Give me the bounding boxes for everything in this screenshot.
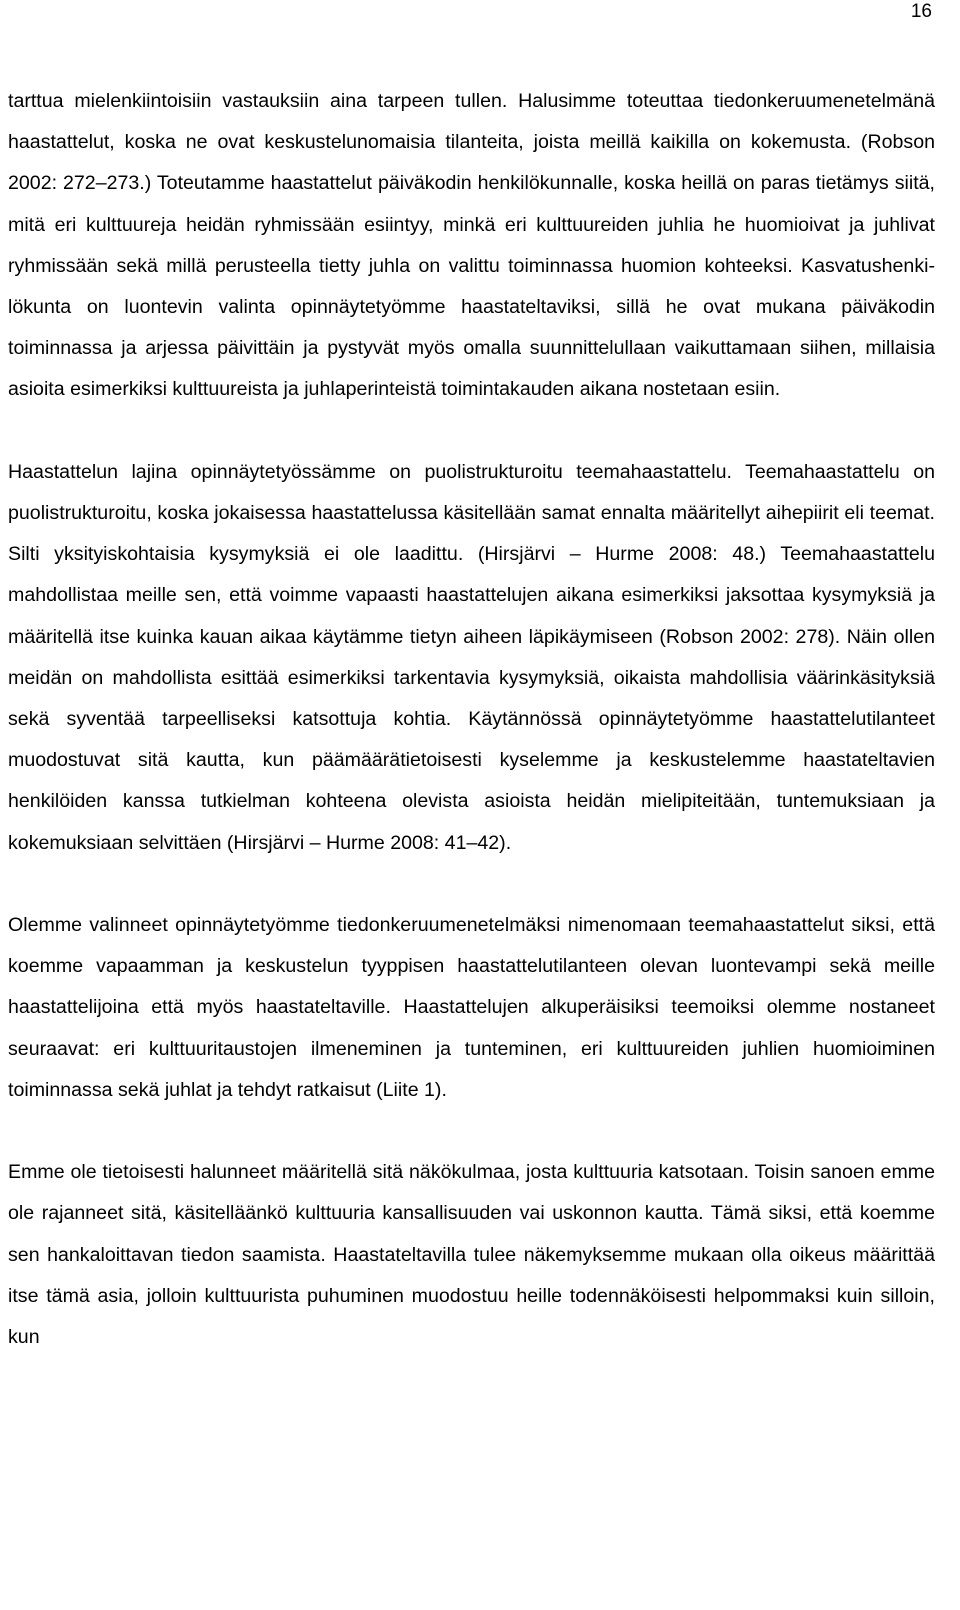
document-body <box>8 81 935 1358</box>
paragraph-theme-interview: Haastattelun lajina opinnäytetyössämme on puolistrukturoitu teemahaastattelu. Teemahaastattelu on puolistrukturoitu, koska jokaisessa haastattelussa käsitellään samat ennalta määritellyt aihepiirit eli teemat. Silti yksityiskohtaisia kysymyksiä ei ole laadittu. (Hirsjärvi – Hurme 2008: 48.) Teemahaastattelu mahdollistaa meille sen, että voimme vapaasti haastattelujen aikana esimerkiksi jaksottaa kysymyksiä ja määritellä itse kuinka kauan aikaa käytämme tietyn aiheen läpikäymiseen (Robson 2002: 278). Näin ollen meidän on mahdollista esittää esimerkiksi tarkentavia kysymyksiä, oikaista mahdollisia väärinkäsityksiä sekä syventää tarpeelliseksi katsottuja kohtia. Käytännössä opinnäytetyömme haastattelutilanteet muodostuvat sitä kautta, kun päämäärätietoisesti kyselemme ja keskustelemme haastateltavien henkilöiden kanssa tutkielman kohteena olevista asioista heidän mielipiteitään, tuntemuksiaan ja kokemuksiaan selvittäen (Hirsjärvi – Hurme 2008: 41–42). <box>8 460 935 854</box>
paragraph-interview-method: tarttua mielenkiintoisiin vastauksiin aina tarpeen tullen. Halusimme toteuttaa tiedonkeruumenetelmänä haastattelut, koska ne ovat keskustelunomaisia tilanteita, joista meillä kaikilla on kokemusta. (Robson 2002: 272–273.) Toteutamme haastattelut päiväkodin henkilökunnalle, koska heillä on paras tietämys siitä, mitä eri kulttuureja heidän ryhmissään esiintyy, minkä eri kulttuureiden juhlia he huomioivat ja juhlivat ryhmissään sekä millä perusteella tietty juhla on valittu toiminnassa huomion kohteeksi. Kasvatushenkilökunta on luontevin valinta opinnäytetyömme haastateltaviksi, sillä he ovat mukana päiväkodin toiminnassa ja arjessa päivittäin ja pystyvät myös omalla suunnittelullaan vaikuttamaan siihen, millaisia asioita esimerkiksi kulttuureista ja juhlaperinteistä toimintakauden aikana nostetaan esiin. <box>8 90 935 401</box>
page-number: 16 <box>910 1 932 22</box>
paragraph-culture-perspective: Emme ole tietoisesti halunneet määritellä sitä näkökulmaa, josta kulttuuria katsotaan. Toisin sanoen emme ole rajanneet sitä, käsitelläänkö kulttuuria kansallisuuden vai uskonnon kautta. Tämä siksi, että koemme sen hankaloittavan tiedon saamista. Haastateltavilla tulee näkemyksemme mukaan olla oikeus määrittää itse tämä asia, jolloin kulttuurista puhuminen muodostuu heille todennäköisesti helpommaksi kuin silloin, kun <box>8 1161 935 1349</box>
paragraph-interview-themes: Olemme valinneet opinnäytetyömme tiedonkeruumenetelmäksi nimenomaan teemahaastattelut siksi, että koemme vapaamman ja keskustelun tyyppisen haastattelutilanteen olevan luontevampi sekä meille haastattelijoina että myös haastateltaville. Haastattelujen alkuperäisiksi teemoiksi olemme nostaneet seuraavat: eri kulttuuritaustojen ilmeneminen ja tunteminen, eri kulttuureiden juhlien huomioiminen toiminnassa sekä juhlat ja tehdyt ratkaisut (Liite 1). <box>8 914 935 1101</box>
